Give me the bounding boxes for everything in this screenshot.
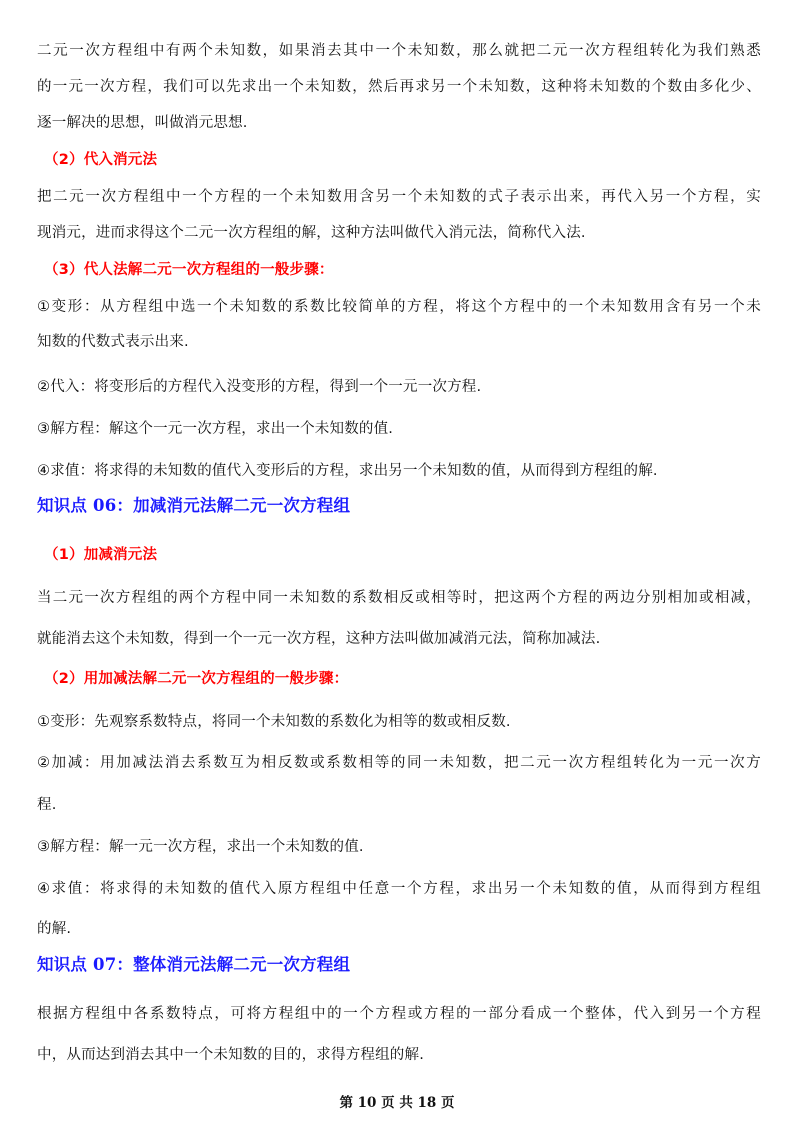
step-line: 的解. <box>37 921 72 937</box>
paragraph-line: 二元一次方程组中有两个未知数，如果消去其中一个未知数，那么就把二元一次方程组转化为我们熟悉 <box>37 43 761 59</box>
paragraph-line: 就能消去这个未知数，得到一个一元一次方程，这种方法叫做加减消元法，简称加减法. <box>37 631 601 647</box>
knowledge-point-07-heading: 知识点 07：整体消元法解二元一次方程组 <box>37 955 351 974</box>
step-line: ②加减：用加减法消去系数互为相反数或系数相等的同一未知数，把二元一次方程组转化为一元一次方 <box>37 755 761 771</box>
paragraph-line: 当二元一次方程组的两个方程中同一未知数的系数相反或相等时，把这两个方程的两边分别相加或相减， <box>37 590 761 606</box>
paragraph-line: 的一元一次方程，我们可以先求出一个未知数，然后再求另一个未知数，这种将未知数的个数由多化少、 <box>37 79 761 95</box>
step-line: 程. <box>37 797 57 813</box>
subheading-substitution: （2）代入消元法 <box>44 152 158 168</box>
paragraph-line: 中，从而达到消去其中一个未知数的目的，求得方程组的解. <box>37 1047 425 1063</box>
step-line: ③解方程：解这个一元一次方程，求出一个未知数的值. <box>37 421 394 437</box>
paragraph-line: 现消元，进而求得这个二元一次方程组的解，这种方法叫做代入消元法，简称代入法. <box>37 225 586 241</box>
step-line: ④求值：将求得的未知数的值代入变形后的方程，求出另一个未知数的值，从而得到方程组的解. <box>37 463 658 479</box>
knowledge-point-06-heading: 知识点 06：加减消元法解二元一次方程组 <box>37 496 351 515</box>
step-line: ③解方程：解一元一次方程，求出一个未知数的值. <box>37 839 364 855</box>
step-line: ②代入：将变形后的方程代入没变形的方程，得到一个一元一次方程. <box>37 379 482 395</box>
step-line: ①变形：从方程组中选一个未知数的系数比较简单的方程，将这个方程中的一个未知数用含有另一个未 <box>37 299 761 315</box>
paragraph-line: 逐一解决的思想，叫做消元思想. <box>37 115 248 131</box>
step-line: 知数的代数式表示出来. <box>37 334 189 350</box>
subheading-addsub-steps: （2）用加减法解二元一次方程组的一般步骤： <box>44 671 349 687</box>
subheading-addsub: （1）加减消元法 <box>44 547 158 563</box>
step-line: ①变形：先观察系数特点，将同一个未知数的系数化为相等的数或相反数. <box>37 714 511 730</box>
step-line: ④求值：将求得的未知数的值代入原方程组中任意一个方程，求出另一个未知数的值，从而得到方程组 <box>37 881 761 897</box>
subheading-substitution-steps: （3）代人法解二元一次方程组的一般步骤： <box>44 262 334 278</box>
paragraph-line: 把二元一次方程组中一个方程的一个未知数用含另一个未知数的式子表示出来，再代入另一个方程，实 <box>37 189 761 205</box>
paragraph-line: 根据方程组中各系数特点，可将方程组中的一个方程或方程的一部分看成一个整体，代入到另一个方程 <box>37 1006 761 1022</box>
page-number-footer: 第 10 页 共 18 页 <box>339 1095 455 1111</box>
